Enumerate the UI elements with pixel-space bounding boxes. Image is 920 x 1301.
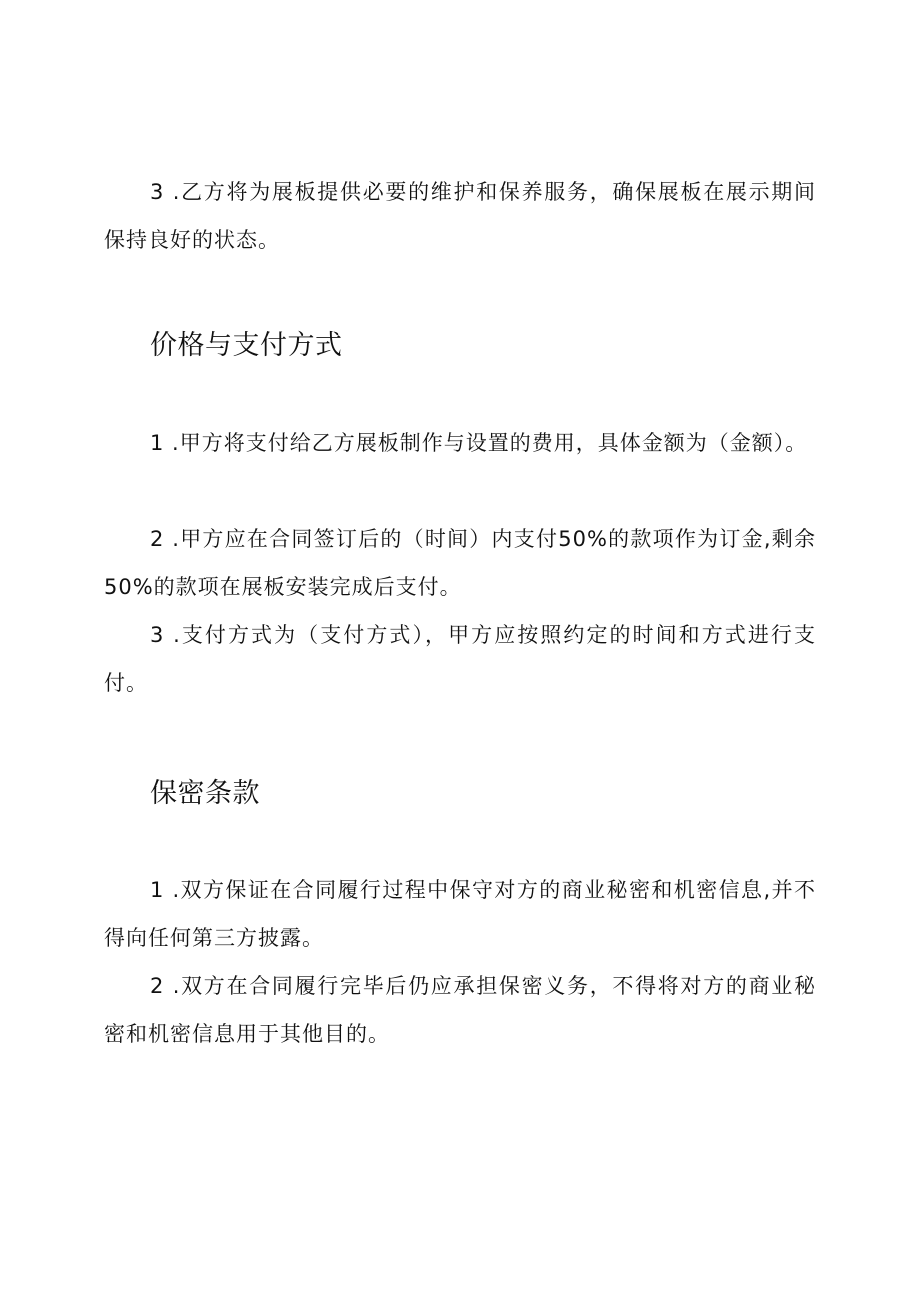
price-clause-2: 2 .甲方应在合同签订后的（时间）内支付50%的款项作为订金,剩余50%的款项在展板安装完成后支付。 (104, 527, 816, 599)
maintenance-clause: 3 .乙方将为展板提供必要的维护和保养服务，确保展板在展示期间保持良好的状态。 (104, 180, 816, 252)
price-clause-3: 3 .支付方式为（支付方式），甲方应按照约定的时间和方式进行支付。 (104, 623, 816, 695)
price-clause-1: 1 .甲方将支付给乙方展板制作与设置的费用，具体金额为（金额）。 (150, 431, 808, 455)
section-title-confidentiality: 保密条款 (150, 778, 260, 809)
confidentiality-clause-2: 2 .双方在合同履行完毕后仍应承担保密义务，不得将对方的商业秘密和机密信息用于其他目的。 (104, 974, 816, 1046)
confidentiality-clause-1: 1 .双方保证在合同履行过程中保守对方的商业秘密和机密信息,并不得向任何第三方披露。 (104, 878, 816, 950)
section-title-price-payment: 价格与支付方式 (150, 330, 343, 361)
